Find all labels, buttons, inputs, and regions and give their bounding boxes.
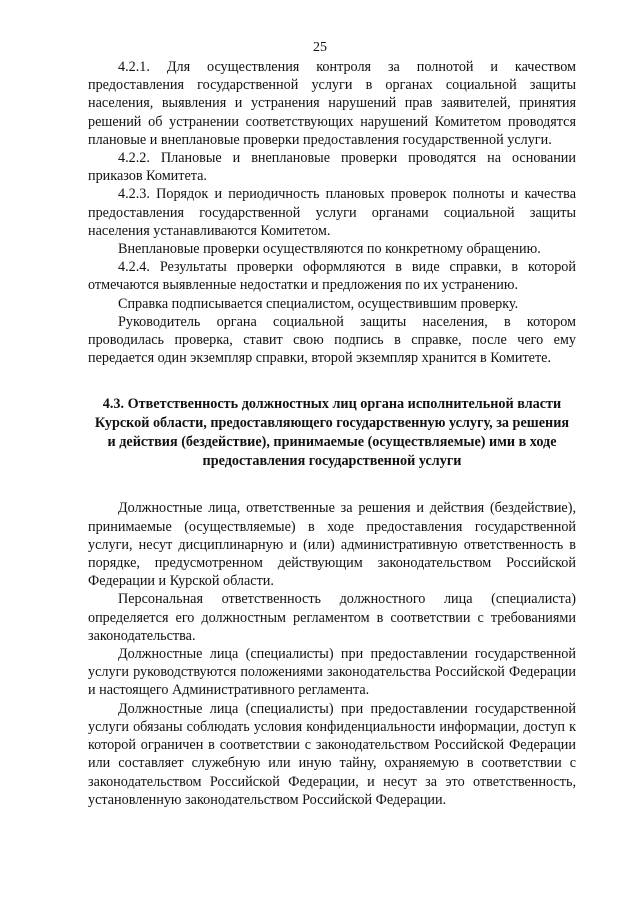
- section-heading-4-3: 4.3. Ответственность должностных лиц органа исполнительной власти Курской области, предоставляющего государственную услугу, за решения и действия (бездействие), принимаемые (осуществляемые) ими в ходе предоставления государственной услуги: [94, 396, 570, 470]
- paragraph-4-2-2: 4.2.2. Плановые и внеплановые проверки проводятся на основании приказов Комитета.: [88, 150, 576, 185]
- paragraph-unscheduled-checks: Внеплановые проверки осуществляются по конкретному обращению.: [118, 241, 541, 258]
- paragraph-4-2-4: 4.2.4. Результаты проверки оформляются в виде справки, в которой отмечаются выявленные недостатки и предложения по их устранению.: [88, 259, 576, 294]
- document-body: [88, 58, 576, 809]
- paragraph-personal-responsibility: Персональная ответственность должностного лица (специалиста) определяется его должностным регламентом в соответствии с требованиями законодательства.: [88, 591, 576, 644]
- page-number: 25: [313, 40, 327, 55]
- paragraph-officials-responsibility: Должностные лица, ответственные за решения и действия (бездействие), принимаемые (осуществляемые) в ходе предоставления государственной услуги, несут дисциплинарную и (или) административную ответственность в порядке, предусмотренном действующим законодательством Российской Федерации и Курской области.: [88, 500, 576, 590]
- paragraph-4-2-3: 4.2.3. Порядок и периодичность плановых проверок полноты и качества предоставления государственной услуги органами социальной защиты населения устанавливаются Комитетом.: [88, 186, 576, 239]
- paragraph-certificate-signing: Справка подписывается специалистом, осуществившим проверку.: [118, 295, 519, 312]
- paragraph-head-signature: Руководитель органа социальной защиты населения, в котором проводилась проверка, ставит свою подпись в справке, после чего ему передается один экземпляр справки, второй экземпляр хранится в Комитете.: [88, 313, 576, 367]
- paragraph-4-2-1: 4.2.1. Для осуществления контроля за полнотой и качеством предоставления государственной услуги в органах социальной защиты населения, выявления и устранения нарушений прав заявителей, принятия решений об устранении соответствующих нарушений Комитетом проводятся плановые и внеплановые проверки предоставления государственной услуги.: [88, 59, 576, 148]
- paragraph-officials-guidance: Должностные лица (специалисты) при предоставлении государственной услуги руководствуются положениями законодательства Российской Федерации и настоящего Административного регламента.: [88, 646, 576, 699]
- paragraph-confidentiality: Должностные лица (специалисты) при предоставлении государственной услуги обязаны соблюдать условия конфиденциальности информации, доступ к которой ограничен в соответствии с законодательством Российской Федерации или составляет служебную или иную тайну, охраняемую в соответствии с законодательством Российской Федерации, и несут за это ответственность, установленную законодательством Российской Федерации.: [88, 700, 576, 808]
